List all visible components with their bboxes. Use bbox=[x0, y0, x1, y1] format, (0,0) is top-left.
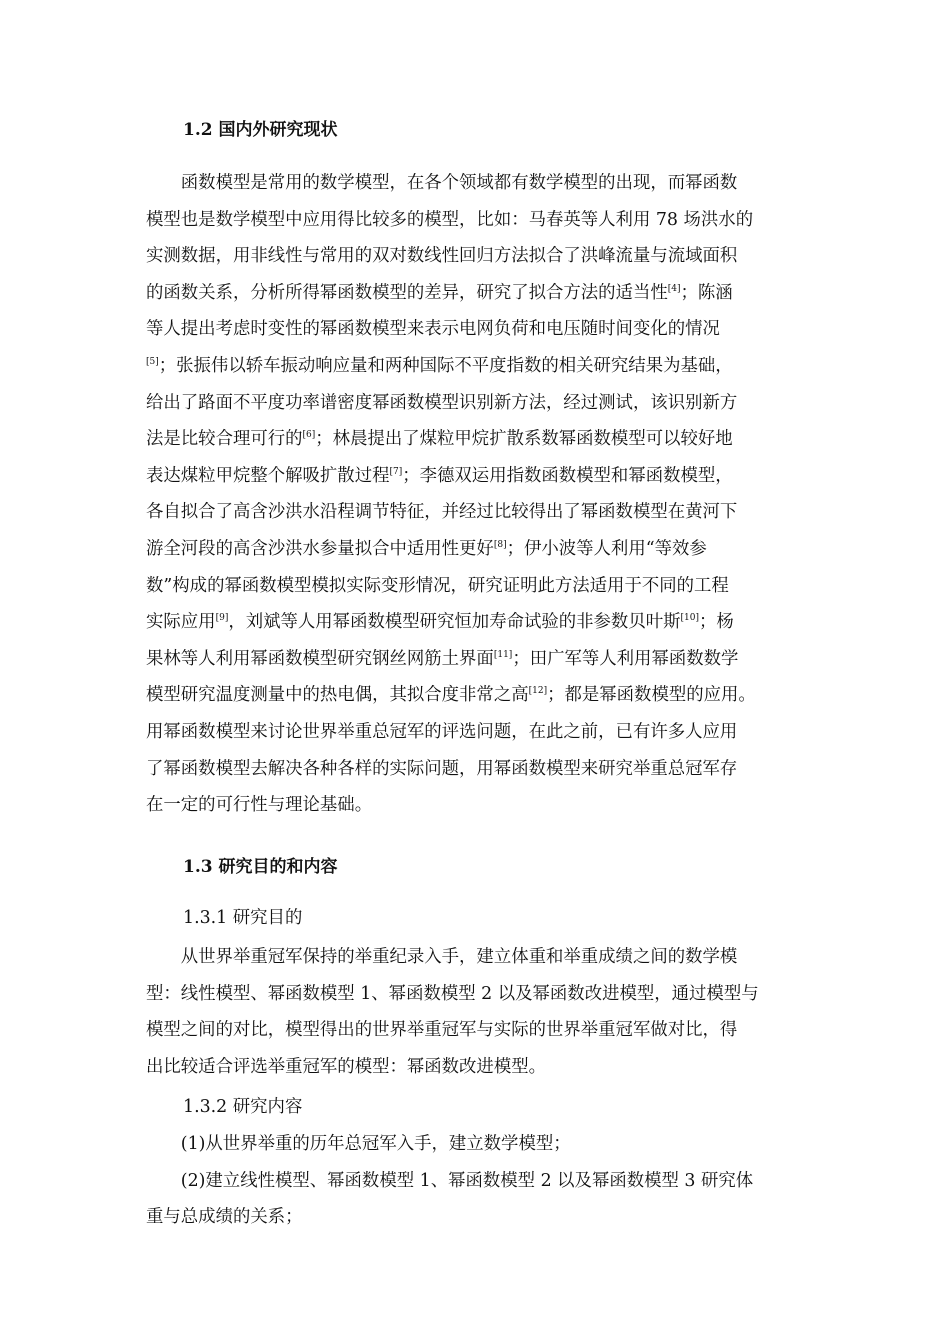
citation-12: [12] bbox=[528, 686, 548, 697]
paragraph-line: 模型之间的对比，模型得出的世界举重冠军与实际的世界举重冠军做对比，得 bbox=[146, 1020, 738, 1041]
text-run: 果林等人利用幂函数模型研究钢丝网筋土界面 bbox=[146, 648, 494, 669]
text-run: 实际应用 bbox=[146, 612, 216, 633]
text-run: 的函数关系，分析所得幂函数模型的差异，研究了拟合方法的适当性 bbox=[146, 282, 668, 303]
list-item: (2)建立线性模型、幂函数模型 1、幂函数模型 2 以及幂函数模型 3 研究体 bbox=[146, 1170, 754, 1191]
text-run: ；李德双运用指数函数模型和幂函数模型， bbox=[402, 465, 733, 486]
section-1-3-1-paragraph bbox=[146, 939, 822, 1085]
paragraph-line bbox=[146, 531, 822, 568]
text-run: ；陈涵 bbox=[680, 282, 733, 303]
research-content-list bbox=[146, 1126, 822, 1236]
citation-4: [4] bbox=[667, 283, 681, 294]
paragraph-line: 实测数据，用非线性与常用的双对数线性回归方法拟合了洪峰流量与流域面积 bbox=[146, 246, 738, 267]
paragraph-line: 了幂函数模型去解决各种各样的实际问题，用幂函数模型来研究举重总冠军存 bbox=[146, 758, 738, 779]
text-run: ，刘斌等人用幂函数模型研究恒加寿命试验的非参数贝叶斯 bbox=[228, 612, 681, 633]
section-heading-1-3: 1.3 研究目的和内容 bbox=[183, 857, 338, 877]
list-item-continuation: 重与总成绩的关系； bbox=[146, 1207, 303, 1228]
section-heading-1-2: 1.2 国内外研究现状 bbox=[183, 120, 338, 140]
citation-7: [7] bbox=[389, 466, 403, 477]
paragraph-line: 在一定的可行性与理论基础。 bbox=[146, 795, 373, 816]
paragraph-line bbox=[146, 421, 822, 458]
paragraph-line bbox=[146, 604, 822, 641]
text-run: ；张振伟以轿车振动响应量和两种国际不平度指数的相关研究结果为基础， bbox=[158, 355, 733, 376]
paragraph-line: 数”构成的幂函数模型模拟实际变形情况，研究证明此方法适用于不同的工程 bbox=[146, 575, 729, 596]
paragraph-line: 给出了路面不平度功率谱密度幂函数模型识别新方法，经过测试，该识别新方 bbox=[146, 392, 738, 413]
subsection-heading-1-3-1: 1.3.1 研究目的 bbox=[183, 908, 303, 928]
text-run: ；都是幂函数模型的应用。 bbox=[547, 685, 756, 706]
paragraph-line: 各自拟合了高含沙洪水沿程调节特征，并经过比较得出了幂函数模型在黄河下 bbox=[146, 502, 738, 523]
paragraph-line bbox=[146, 348, 822, 385]
text-run: 法是比较合理可行的 bbox=[146, 429, 303, 450]
paragraph-line bbox=[146, 458, 822, 495]
paragraph-line: 从世界举重冠军保持的举重纪录入手，建立体重和举重成绩之间的数学模 bbox=[146, 947, 738, 967]
citation-11: [11] bbox=[493, 649, 513, 660]
text-run: ；伊小波等人利用“等效参 bbox=[506, 538, 707, 559]
paragraph-line: 函数模型是常用的数学模型，在各个领域都有数学模型的出现，而幂函数 bbox=[146, 173, 738, 193]
citation-8: [8] bbox=[493, 540, 507, 551]
text-run: 模型研究温度测量中的热电偶，其拟合度非常之高 bbox=[146, 685, 529, 706]
subsection-heading-1-3-2: 1.3.2 研究内容 bbox=[183, 1097, 303, 1117]
paragraph-line bbox=[146, 275, 822, 312]
citation-6: [6] bbox=[302, 430, 316, 441]
citation-10: [10] bbox=[680, 613, 699, 624]
paragraph-line bbox=[146, 677, 822, 714]
text-run: 表达煤粒甲烷整个解吸扩散过程 bbox=[146, 465, 390, 486]
paragraph-line: 型：线性模型、幂函数模型 1、幂函数模型 2 以及幂函数改进模型，通过模型与 bbox=[146, 983, 759, 1004]
paragraph-line: 等人提出考虑时变性的幂函数模型来表示电网负荷和电压随时间变化的情况 bbox=[146, 319, 720, 340]
text-run: ；杨 bbox=[698, 612, 734, 633]
text-run: ；林晨提出了煤粒甲烷扩散系数幂函数模型可以较好地 bbox=[315, 429, 733, 450]
text-run: ；田广军等人利用幂函数数学 bbox=[512, 648, 739, 669]
citation-5: [5] bbox=[146, 357, 159, 368]
list-item: (1)从世界举重的历年总冠军入手，建立数学模型； bbox=[146, 1134, 571, 1154]
section-1-2-paragraph bbox=[146, 165, 822, 824]
paragraph-line: 出比较适合评选举重冠军的模型：幂函数改进模型。 bbox=[146, 1056, 546, 1077]
paragraph-line: 模型也是数学模型中应用得比较多的模型，比如：马春英等人利用 78 场洪水的 bbox=[146, 209, 754, 230]
text-run: 游全河段的高含沙洪水参量拟合中适用性更好 bbox=[146, 538, 494, 559]
citation-9: [9] bbox=[215, 613, 229, 624]
paragraph-line bbox=[146, 641, 822, 678]
paragraph-line: 用幂函数模型来讨论世界举重总冠军的评选问题，在此之前，已有许多人应用 bbox=[146, 721, 738, 742]
